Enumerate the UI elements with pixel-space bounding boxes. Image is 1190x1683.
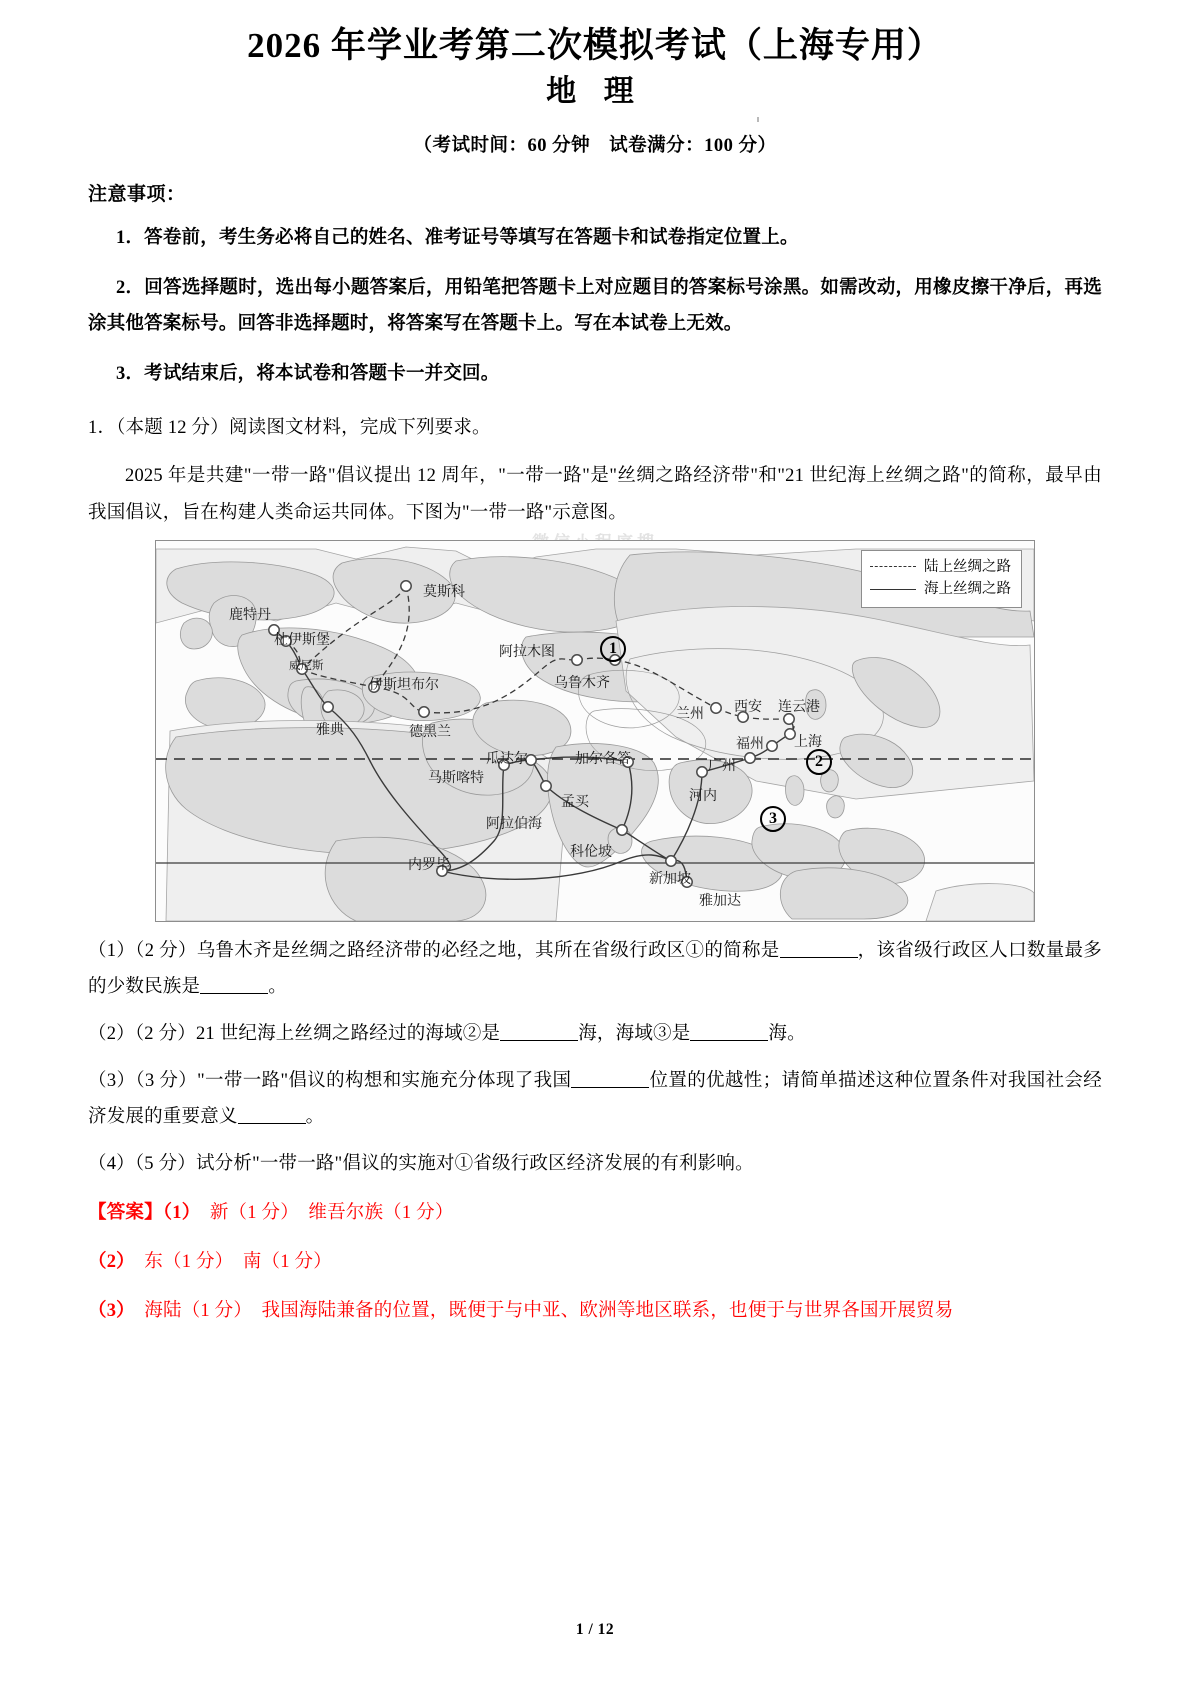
region-marker-3: 3: [760, 806, 786, 832]
city-label: 上海: [794, 734, 822, 750]
answer-blank-2a[interactable]: [500, 1022, 578, 1041]
sub-question-3-text-a: "一带一路"倡议的构想和实施充分体现了我国: [197, 1070, 572, 1091]
region-marker-1: 1: [600, 636, 626, 662]
city-label: 连云港: [778, 699, 820, 715]
city-label: 雅加达: [699, 893, 741, 909]
city-label: 河内: [689, 788, 717, 804]
answer-3-lead: （3）: [88, 1301, 126, 1322]
page-number: 1 / 12: [575, 1621, 615, 1638]
city-label: 德黑兰: [409, 724, 451, 740]
exam-meta: （考试时间：60 分钟 试卷满分：100 分）: [413, 136, 777, 157]
city-label: 广州: [708, 758, 736, 774]
answer-blank-3b[interactable]: [238, 1105, 306, 1124]
city-label: 科伦坡: [570, 844, 612, 860]
city-label: 孟买: [561, 794, 589, 810]
solid-line-icon: [870, 589, 916, 590]
answer-blank-3a[interactable]: [571, 1069, 649, 1088]
city-label: 杜伊斯堡: [274, 632, 330, 648]
legend-label-land: 陆上丝绸之路: [924, 558, 1011, 575]
city-label: 新加坡: [649, 871, 691, 887]
question-1-material: 2025 年是共建"一带一路"倡议提出 12 周年，"一带一路"是"丝绸之路经济带"和"21 世纪海上丝绸之路"的简称，最早由我国倡议，旨在构建人类命运共同体。下图为"一带一路"示意图。: [88, 465, 1102, 523]
city-label: 马斯喀特: [428, 770, 484, 786]
city-label: 乌鲁木齐: [554, 675, 610, 691]
answer-blank-2b[interactable]: [690, 1022, 768, 1041]
city-label: 阿拉木图: [499, 644, 555, 660]
notice-item-3: 3．考试结束后，将本试卷和答题卡一并交回。: [116, 364, 500, 385]
subject-title: 地 理: [546, 75, 644, 109]
answer-1-text: 新（1 分） 维吾尔族（1 分）: [191, 1203, 454, 1224]
sub-question-2: [88, 1016, 1102, 1052]
sub-question-1-text-c: 。: [268, 976, 287, 997]
map-legend: [861, 550, 1022, 608]
notice-item-1: 1．答卷前，考生务必将自己的姓名、准考证号等填写在答题卡和试卷指定位置上。: [116, 228, 799, 249]
region-marker-2: 2: [806, 749, 832, 775]
legend-label-sea: 海上丝绸之路: [924, 581, 1011, 598]
sub-question-4-prefix: （4）（5 分）: [88, 1153, 196, 1174]
sub-question-3-prefix: （3）（3 分）: [88, 1070, 198, 1091]
city-label: 西安: [734, 699, 762, 715]
legend-row-sea: [870, 578, 1011, 600]
belt-and-road-figure: [155, 540, 1035, 922]
page-title: 2026 年学业考第二次模拟考试（上海专用）: [247, 26, 943, 65]
city-label: 兰州: [676, 706, 704, 722]
answer-blank-1a[interactable]: [780, 939, 858, 958]
answer-line-3: [88, 1293, 1102, 1329]
notice-heading: 注意事项：: [88, 184, 186, 206]
answer-2-lead: （2）: [88, 1252, 126, 1273]
sub-question-2-text-b: 海，海域③是: [578, 1023, 691, 1044]
city-label: 雅典: [316, 722, 344, 738]
sub-question-1-text-b: ，该省级行政区人口数量最多的少数民族是: [88, 940, 1103, 997]
sub-question-3: [88, 1063, 1102, 1135]
city-label: 内罗毕: [408, 857, 450, 873]
city-label: 鹿特丹: [229, 607, 271, 623]
sub-question-3-text-b: 位置的优越性；请简单描述这种位置条件对我国社会经济发展的重要意义: [88, 1070, 1102, 1127]
answer-line-1: [88, 1195, 1102, 1231]
legend-row-land: [870, 556, 1011, 578]
sub-question-4-text: 试分析"一带一路"倡议的实施对①省级行政区经济发展的有利影响。: [195, 1153, 754, 1174]
answer-line-2: [88, 1244, 1102, 1280]
page-speck: [757, 117, 759, 122]
sub-question-1-text-a: 乌鲁木齐是丝绸之路经济带的必经之地，其所在省级行政区①的简称是: [196, 940, 780, 961]
sub-question-2-prefix: （2）（2 分）: [88, 1023, 196, 1044]
city-label: 威尼斯: [289, 659, 324, 672]
city-label: 福州: [736, 736, 764, 752]
sub-question-4: [88, 1146, 1102, 1182]
sub-question-2-text-c: 海。: [768, 1023, 806, 1044]
answer-2-text: 东（1 分） 南（1 分）: [125, 1252, 332, 1273]
sea-label: 阿拉伯海: [486, 816, 542, 832]
answer-3-text: 海陆（1 分） 我国海陆兼备的位置，既便于与中亚、欧洲等地区联系，也便于与世界各国开展贸易: [125, 1301, 954, 1322]
notice-item-2: 2．回答选择题时，选出每小题答案后，用铅笔把答题卡上对应题目的答案标号涂黑。如需改动，用橡皮擦干净后，再选涂其他答案标号。回答非选择题时，将答案写在答题卡上。写在本试卷上无效。: [88, 278, 1102, 335]
city-label: 伊斯坦布尔: [369, 677, 439, 693]
sub-question-3-text-c: 。: [305, 1106, 325, 1127]
sub-question-1: [88, 933, 1102, 1005]
dashed-line-icon: [870, 566, 916, 567]
sub-question-2-text-a: 21 世纪海上丝绸之路经过的海域②是: [195, 1023, 501, 1044]
answer-blank-1b[interactable]: [200, 975, 268, 994]
map-container: [155, 540, 1035, 922]
city-label: 瓜达尔: [486, 751, 528, 767]
sub-question-1-prefix: （1）（2 分）: [88, 940, 197, 961]
city-label: 加尔各答: [575, 751, 631, 767]
city-label: 莫斯科: [423, 584, 465, 600]
answer-1-lead: 【答案】（1）: [88, 1203, 192, 1224]
question-1-lead: 1．（本题 12 分）阅读图文材料，完成下列要求。: [88, 417, 491, 438]
